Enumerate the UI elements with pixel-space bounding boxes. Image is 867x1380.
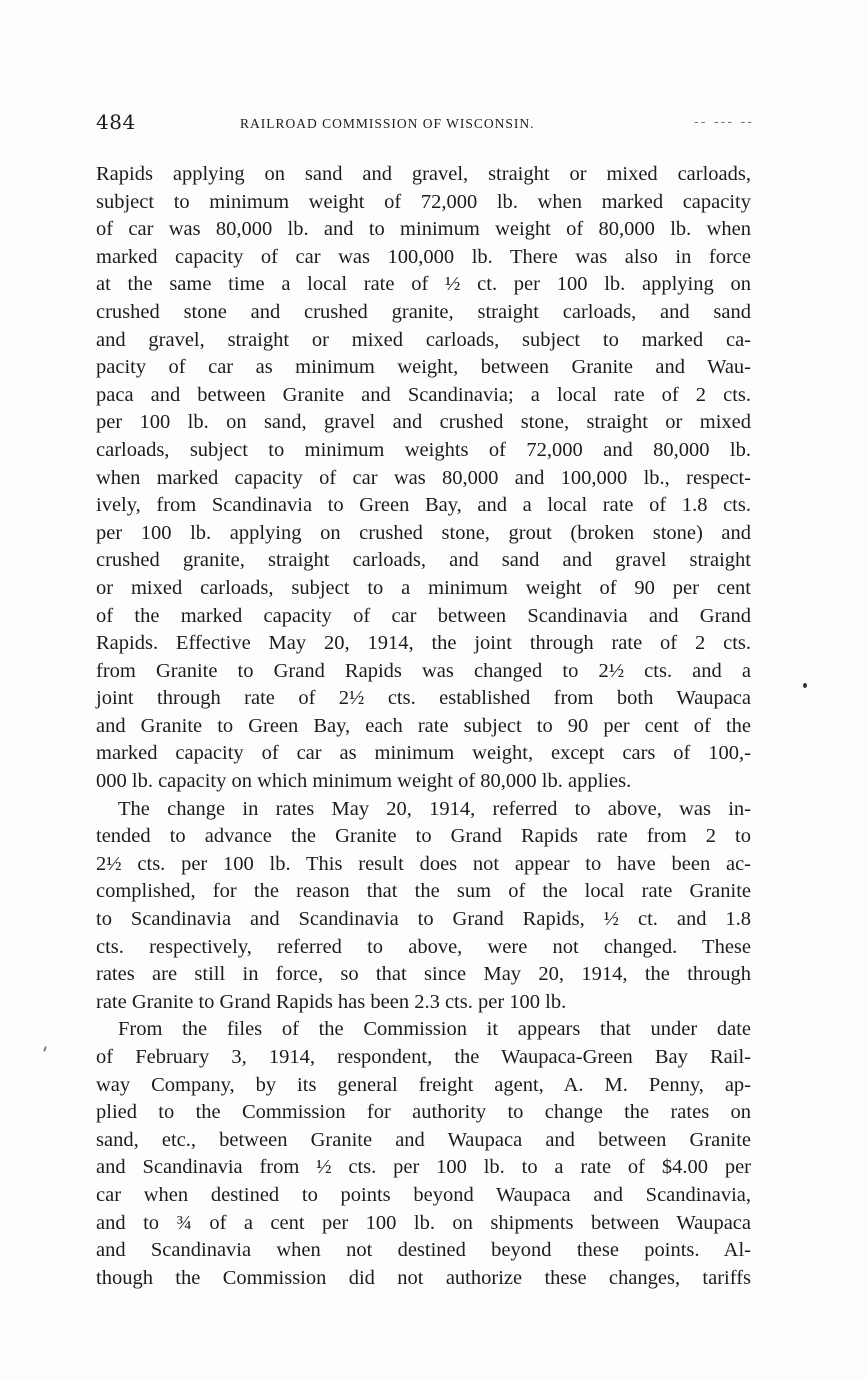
text-line: complished, for the reason that the sum of the local rate Granite [96,880,751,903]
text-line: Rapids applying on sand and gravel, straight or mixed carloads, [96,163,751,185]
text-line: carloads, subject to minimum weights of 72,000 and 80,000 lb. [96,438,751,461]
text-line: when marked capacity of car was 80,000 and 100,000 lb., respect- [96,466,751,489]
text-line: plied to the Commission for authority to change the rates on [96,1101,751,1124]
text-line: per 100 lb. applying on crushed stone, grout (broken stone) and [96,521,751,544]
paragraph [96,796,751,1017]
body-text [96,161,751,1292]
text-line: pacity of car as minimum weight, between Granite and Wau- [96,356,751,379]
text-line: tended to advance the Granite to Grand Rapids rate from 2 to [96,825,751,848]
text-line: of the marked capacity of car between Scandinavia and Grand [96,604,751,627]
text-line: 000 lb. capacity on which minimum weight of 80,000 lb. applies. [96,770,632,793]
text-line: Rapids. Effective May 20, 1914, the joint through rate of 2 cts. [96,632,751,655]
running-head: RAILROAD COMMISSION OF WISCONSIN. [240,116,535,131]
text-line: rates are still in force, so that since May 20, 1914, the through [96,963,751,986]
page-number: 484 [96,110,136,134]
text-line: and to ¾ of a cent per 100 lb. on shipments between Waupaca [96,1211,751,1234]
text-line: marked capacity of car was 100,000 lb. There was also in force [96,245,751,268]
ink-speck [803,683,807,688]
text-line: and Scandinavia from ½ cts. per 100 lb. to a rate of $4.00 per [96,1156,751,1179]
text-line: From the files of the Commission it appears that under date [118,1018,751,1041]
text-line: rate Granite to Grand Rapids has been 2.3 cts. per 100 lb. [96,990,567,1013]
text-line: of February 3, 1914, respondent, the Waupaca-Green Bay Rail- [96,1046,751,1068]
text-line: cts. respectively, referred to above, were not changed. These [96,935,751,958]
ink-speck [43,1046,47,1052]
paragraph [96,1016,751,1292]
text-line: of car was 80,000 lb. and to minimum weight of 80,000 lb. when [96,218,751,241]
text-line: way Company, by its general freight agent, A. M. Penny, ap- [96,1073,751,1096]
header-ink-mark: -- --- -- [693,114,754,130]
text-line: and Scandinavia when not destined beyond these points. Al- [96,1239,751,1262]
text-line: sand, etc., between Granite and Waupaca and between Granite [96,1128,751,1151]
text-line: to Scandinavia and Scandinavia to Grand Rapids, ½ ct. and 1.8 [96,908,751,931]
page-header [96,110,754,138]
text-line: marked capacity of car as minimum weight, except cars of 100,- [96,742,751,765]
text-line: from Granite to Grand Rapids was changed to 2½ cts. and a [96,659,751,682]
text-line: or mixed carloads, subject to a minimum weight of 90 per cent [96,576,751,599]
text-line: crushed stone and crushed granite, straight carloads, and sand [96,300,751,323]
text-line: crushed granite, straight carloads, and sand and gravel straight [96,549,751,572]
text-line: at the same time a local rate of ½ ct. per 100 lb. applying on [96,273,751,296]
text-line: The change in rates May 20, 1914, referred to above, was in- [118,797,751,820]
text-line: per 100 lb. on sand, gravel and crushed stone, straight or mixed [96,411,751,434]
paragraph [96,161,751,796]
text-line: though the Commission did not authorize these changes, tariffs [96,1266,751,1289]
text-line: joint through rate of 2½ cts. established from both Waupaca [96,687,751,710]
text-line: car when destined to points beyond Waupaca and Scandinavia, [96,1183,751,1206]
text-line: and Granite to Green Bay, each rate subject to 90 per cent of the [96,714,751,737]
text-line: 2½ cts. per 100 lb. This result does not appear to have been ac- [96,852,751,875]
text-line: and gravel, straight or mixed carloads, subject to marked ca- [96,328,751,351]
text-line: subject to minimum weight of 72,000 lb. when marked capacity [96,190,751,213]
text-line: paca and between Granite and Scandinavia; a local rate of 2 cts. [96,383,751,406]
text-line: ively, from Scandinavia to Green Bay, and a local rate of 1.8 cts. [96,494,751,517]
